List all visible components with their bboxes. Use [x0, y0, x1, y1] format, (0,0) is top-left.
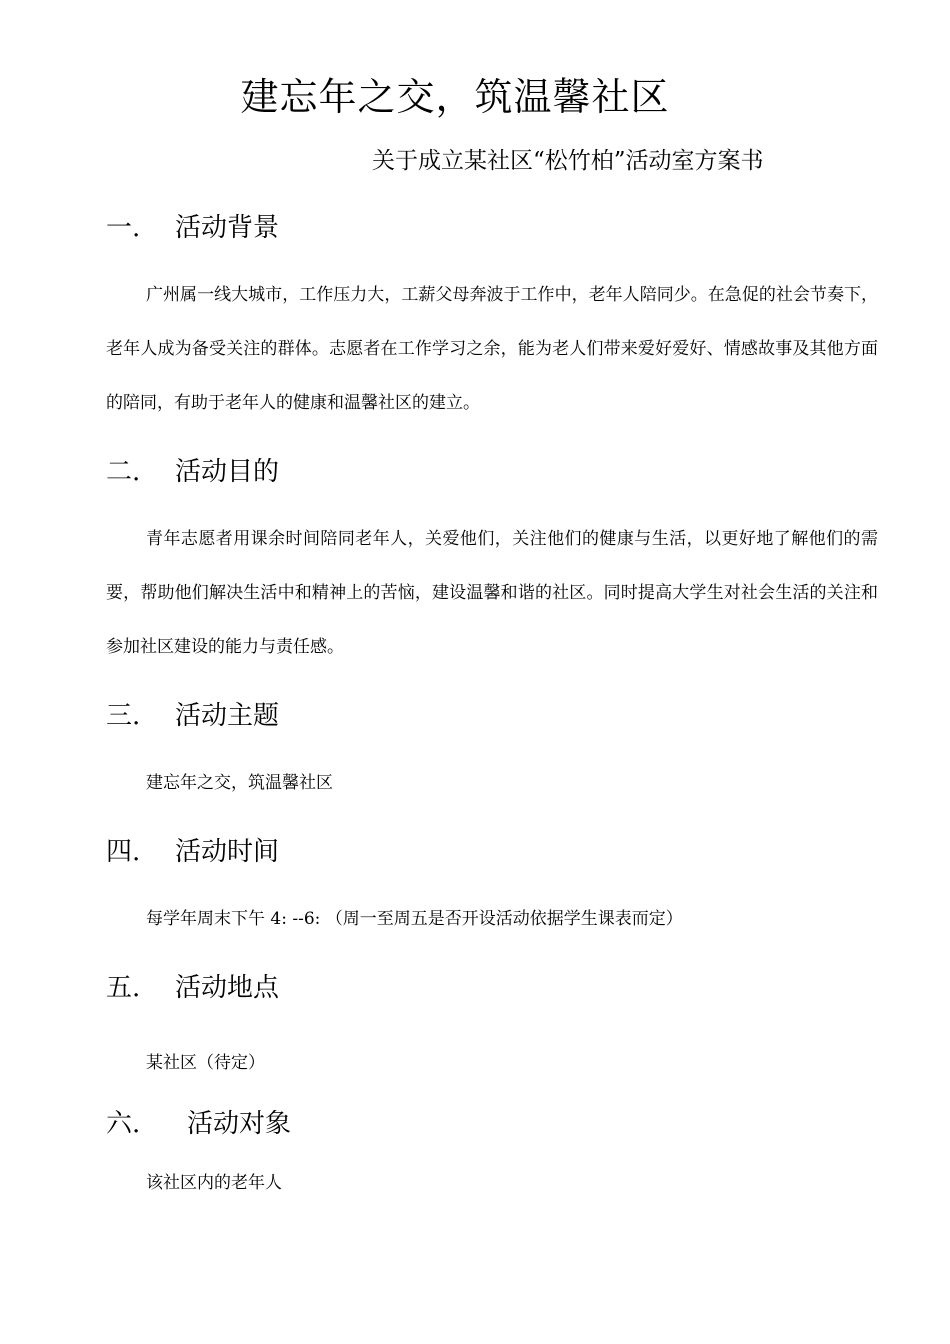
section-title: 活动主题 [175, 701, 280, 731]
section-body-location: 某社区（待定） [146, 1053, 265, 1073]
section-body-time: 每学年周末下午 4: --6: （周一至周五是否开设活动依据学生课表而定） [146, 909, 683, 929]
section-heading-audience [106, 1106, 506, 1142]
section-heading-background [106, 210, 506, 246]
section-number: 五. [106, 973, 141, 1003]
section-body-audience: 该社区内的老年人 [146, 1173, 282, 1193]
section-heading-theme [106, 698, 506, 734]
section-heading-location [106, 970, 506, 1006]
section-number: 一. [106, 213, 141, 243]
document-subtitle: 关于成立某社区“松竹柏”活动室方案书 [372, 148, 764, 174]
section-number: 六. [106, 1109, 141, 1139]
section-body-purpose: 青年志愿者用课余时间陪同老年人，关爱他们，关注他们的健康与生活，以更好地了解他们的需要，帮助他们解决生活中和精神上的苦恼，建设温馨和谐的社区。同时提高大学生对社会生活的关注和参加社区建设的能力与责任感。 [106, 529, 878, 657]
section-title: 活动时间 [175, 837, 280, 867]
document-title: 建忘年之交，筑温馨社区 [240, 75, 670, 119]
section-title: 活动对象 [187, 1109, 292, 1139]
section-title: 活动地点 [175, 973, 280, 1003]
section-body-theme: 建忘年之交，筑温馨社区 [146, 773, 333, 793]
section-heading-time [106, 834, 506, 870]
section-body-background: 广州属一线大城市，工作压力大，工薪父母奔波于工作中，老年人陪同少。在急促的社会节奏下，老年人成为备受关注的群体。志愿者在工作学习之余，能为老人们带来爱好爱好、情感故事及其他方面的陪同，有助于老年人的健康和温馨社区的建立。 [106, 285, 878, 413]
section-number: 二. [106, 457, 141, 487]
section-number: 三. [106, 701, 141, 731]
section-title: 活动背景 [175, 213, 280, 243]
section-number: 四. [106, 837, 141, 867]
section-title: 活动目的 [175, 457, 280, 487]
section-heading-purpose [106, 454, 506, 490]
